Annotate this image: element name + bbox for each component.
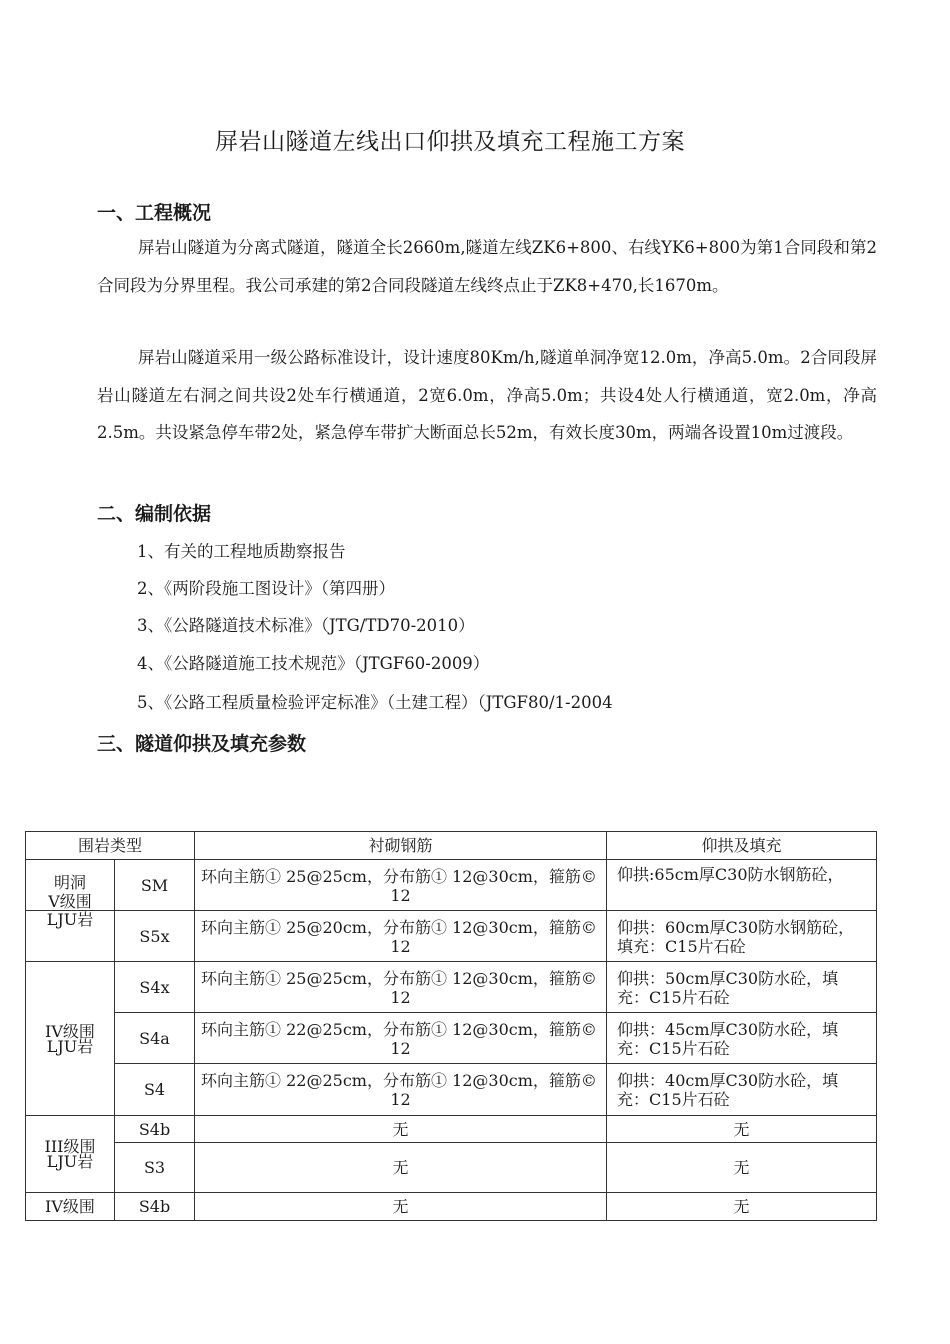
- table-row: [26, 1064, 877, 1116]
- rock-group-iv: [26, 962, 115, 1116]
- rock-label: LJU岩: [46, 1036, 94, 1056]
- section-heading-overview: 一、工程概况: [97, 202, 212, 224]
- fill-cell: 无: [607, 1116, 877, 1143]
- lining-code: S4x: [115, 962, 195, 1013]
- rock-group-v: [26, 911, 115, 962]
- rebar-spec-tail: 12: [390, 936, 411, 956]
- overview-paragraph-2: 屏岩山隧道采用一级公路标准设计，设计速度80Km/h,隧道单洞净宽12.0m，净高5.0m。2合同段屏岩山隧道左右洞之间共设2处车行横通道，2宽6.0m，净高5.0m；共设4处人行横通道，宽2.0m，净高2.5m。共设紧急停车带2处，紧急停车带扩大断面总长52m，有效长度30m，两端各设置10m过渡段。: [97, 348, 877, 442]
- rebar-spec: 环向主筋① 22@25cm，分布筋① 12@30cm，箍筋©: [201, 1071, 597, 1090]
- lining-code: S4a: [115, 1013, 195, 1064]
- fill-spec: 仰拱：60cm厚C30防水钢筋砼，填充：C15片石砼: [617, 917, 855, 956]
- lining-code: S5x: [115, 911, 195, 962]
- table-row: [26, 962, 877, 1013]
- fill-cell: [607, 860, 877, 911]
- rock-label: III级围: [44, 1137, 96, 1156]
- fill-cell: 无: [607, 1193, 877, 1221]
- fill-cell: 无: [607, 1143, 877, 1193]
- rebar-cell: [195, 1064, 607, 1116]
- fill-spec: 仰拱:65cm厚C30防水钢筋砼，: [617, 864, 844, 884]
- table-row: [26, 1143, 877, 1193]
- table-row: [26, 1013, 877, 1064]
- rock-label: V级围: [48, 892, 92, 911]
- rock-group-iv-last: IV级围: [26, 1193, 115, 1221]
- lining-code: S4b: [115, 1193, 195, 1221]
- section-heading-parameters: 三、隧道仰拱及填充参数: [97, 733, 307, 755]
- page-title: 屏岩山隧道左线出口仰拱及填充工程施工方案: [215, 129, 685, 155]
- rebar-spec-tail: 12: [390, 885, 411, 905]
- table-row: [26, 911, 877, 962]
- rebar-cell: [195, 1013, 607, 1064]
- header-rock-type: 围岩类型: [26, 832, 195, 860]
- rebar-cell: 无: [195, 1116, 607, 1143]
- basis-item: 1、有关的工程地质勘察报告: [137, 542, 346, 561]
- rock-label: 明洞: [53, 873, 86, 892]
- fill-spec: 仰拱：45cm厚C30防水砼，填充：C15片石砼: [617, 1019, 839, 1058]
- rock-label: LJU岩: [46, 1152, 94, 1171]
- fill-spec: 仰拱：50cm厚C30防水砼，填充：C15片石砼: [617, 968, 839, 1007]
- lining-code: S4b: [115, 1116, 195, 1143]
- rebar-spec-tail: 12: [390, 1090, 411, 1109]
- basis-item: 5、《公路工程质量检验评定标准》（土建工程）（JTGF80/1-2004: [137, 693, 613, 712]
- table-row: [26, 1193, 877, 1221]
- fill-spec: 仰拱：40cm厚C30防水砼，填充：C15片石砼: [617, 1071, 839, 1109]
- table-row: [26, 860, 877, 911]
- rock-label: IV级围: [45, 1021, 95, 1041]
- basis-item: 3、《公路隧道技术标准》（JTG/TD70-2010）: [137, 616, 475, 635]
- rebar-cell: [195, 860, 607, 911]
- parameters-table: [25, 831, 877, 1221]
- header-lining-rebar: 衬砌钢筋: [195, 832, 607, 860]
- lining-code: S4: [115, 1064, 195, 1116]
- basis-item: 2、《两阶段施工图设计》（第四册）: [137, 579, 395, 598]
- rock-group-iii: [26, 1116, 115, 1193]
- fill-cell: [607, 911, 877, 962]
- rebar-spec-tail: 12: [390, 987, 411, 1007]
- basis-item: 4、《公路隧道施工技术规范》（JTGF60-2009）: [137, 654, 490, 673]
- rebar-spec-tail: 12: [390, 1038, 411, 1058]
- rebar-spec: 环向主筋① 25@25cm，分布筋① 12@30cm，箍筋©: [201, 866, 597, 886]
- rock-group-mingdong: [26, 860, 115, 911]
- rebar-spec: 环向主筋① 25@20cm，分布筋① 12@30cm，箍筋©: [201, 917, 597, 937]
- section-heading-basis: 二、编制依据: [97, 503, 212, 525]
- table-header-row: [26, 832, 877, 860]
- lining-code: SM: [115, 860, 195, 911]
- rock-label: LJU岩: [46, 910, 94, 929]
- lining-code: S3: [115, 1143, 195, 1193]
- table-row: [26, 1116, 877, 1143]
- rebar-cell: [195, 962, 607, 1013]
- rebar-cell: 无: [195, 1193, 607, 1221]
- rebar-spec: 环向主筋① 22@25cm，分布筋① 12@30cm，箍筋©: [201, 1019, 597, 1039]
- rebar-cell: 无: [195, 1143, 607, 1193]
- header-invert-fill: 仰拱及填充: [607, 832, 877, 860]
- fill-cell: [607, 1064, 877, 1116]
- fill-cell: [607, 962, 877, 1013]
- rebar-cell: [195, 911, 607, 962]
- overview-paragraph-1: 屏岩山隧道为分离式隧道，隧道全长2660m,隧道左线ZK6+800、右线YK6+800为第1合同段和第2合同段为分界里程。我公司承建的第2合同段隧道左线终点止于ZK8+470,长1670m。: [97, 238, 877, 295]
- fill-cell: [607, 1013, 877, 1064]
- rebar-spec: 环向主筋① 25@25cm，分布筋① 12@30cm，箍筋©: [201, 968, 597, 988]
